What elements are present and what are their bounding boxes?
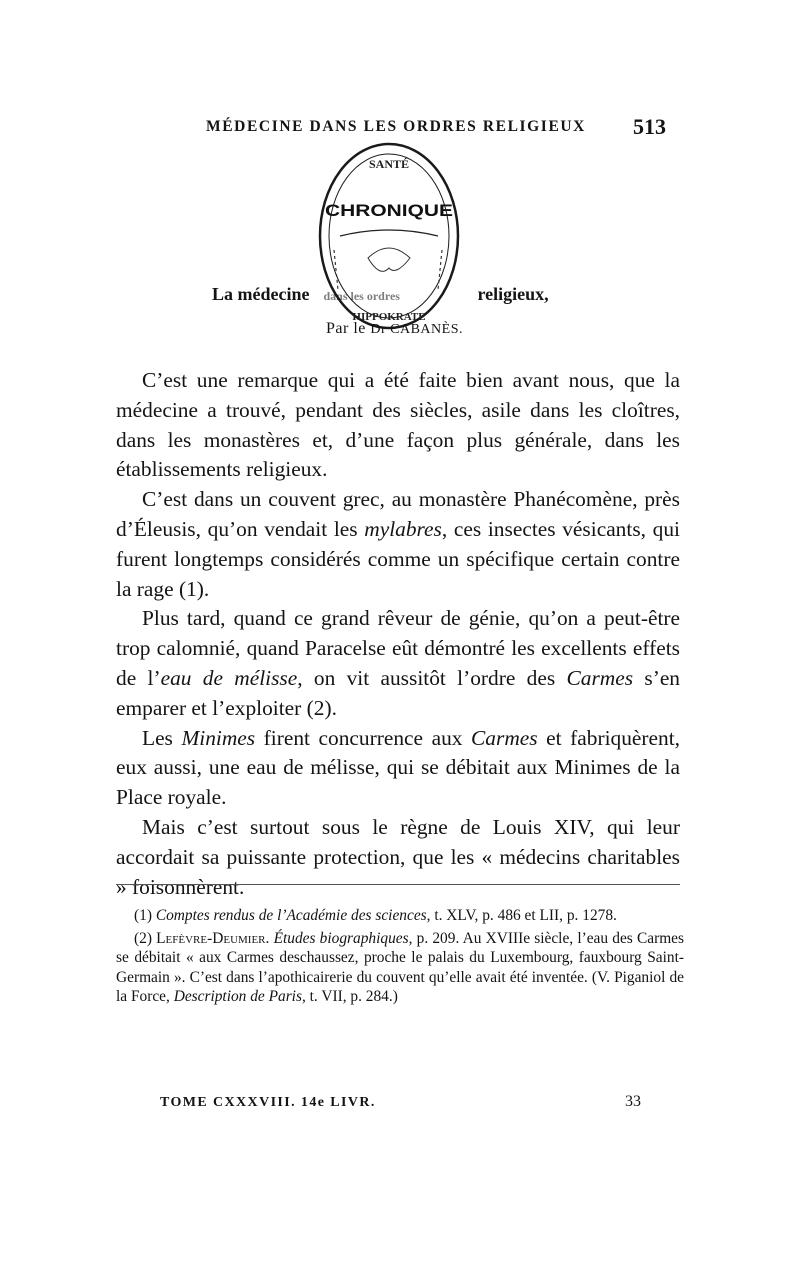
footnote-divider bbox=[116, 884, 680, 885]
byline bbox=[326, 320, 463, 338]
stamp-bottom-text: HIPPOKRATE bbox=[352, 311, 426, 323]
title-middle: dans les ordres bbox=[323, 289, 400, 303]
printer-signature: TOME CXXXVIII. 14e LIVR. bbox=[160, 1095, 376, 1110]
article-title bbox=[212, 284, 549, 305]
running-title: MÉDECINE DANS LES ORDRES RELIGIEUX bbox=[206, 118, 586, 135]
footnote-2: (2) Lefèvre-Deumier. Études biographiques, p. 209. Au XVIIIe siècle, l’eau des Carmes se débitait « aux Carmes deschaussez, proche le palais du Luxembourg, fauxbourg Saint-Germain ». C’est dans l’apothicairerie du couvent qu’elle avait été inventée. (V. Piganiol de la Force, Description de Paris, t. VII, p. 284.) bbox=[116, 929, 684, 1005]
footnote-1: (1) Comptes rendus de l’Académie des sciences, t. XLV, p. 486 et LII, p. 1278. bbox=[134, 907, 617, 924]
byline-prefix: Par le bbox=[326, 320, 366, 337]
stamp-top-text: SANTÉ bbox=[368, 157, 410, 171]
title-left: La médecine bbox=[212, 284, 310, 304]
article-body bbox=[116, 366, 680, 902]
sheet-number: 33 bbox=[625, 1093, 641, 1110]
paragraph-5: Mais c’est surtout sous le règne de Louis XIV, qui leur accordait sa puissante protection, que les « médecins charitables » foisonnèrent. bbox=[116, 814, 680, 899]
paragraph-4: Les Minimes firent concurrence aux Carmes et fabriquèrent, eux aussi, une eau de mélisse, qui se débitait aux Minimes de la Place royale. bbox=[116, 725, 680, 810]
title-right: religieux, bbox=[477, 284, 549, 304]
stamp-main-text: CHRONIQUE bbox=[325, 201, 453, 220]
paragraph-1: C’est une remarque qui a été faite bien avant nous, que la médecine a trouvé, pendant des siècles, asile dans les cloîtres, dans les monastères et, d’une façon plus générale, dans les établissements religieux. bbox=[116, 368, 680, 482]
footnotes bbox=[116, 906, 684, 1010]
paragraph-3: Plus tard, quand ce grand rêveur de génie, qu’on a peut-être trop calomnié, quand Paracelse eût démontré les excellents effets de l’eau de mélisse, on vit aussitôt l’ordre des Carmes s’en emparer et l’exploiter (2). bbox=[116, 606, 681, 720]
page-number: 513 bbox=[633, 114, 666, 139]
byline-author: Dr CABANÈS. bbox=[370, 322, 463, 337]
paragraph-2: C’est dans un couvent grec, au monastère Phanécomène, près d’Éleusis, qu’on vendait les mylabres, ces insectes vésicants, qui furent longtemps considérés comme un spécifique certain contre la rage (1). bbox=[116, 487, 680, 601]
